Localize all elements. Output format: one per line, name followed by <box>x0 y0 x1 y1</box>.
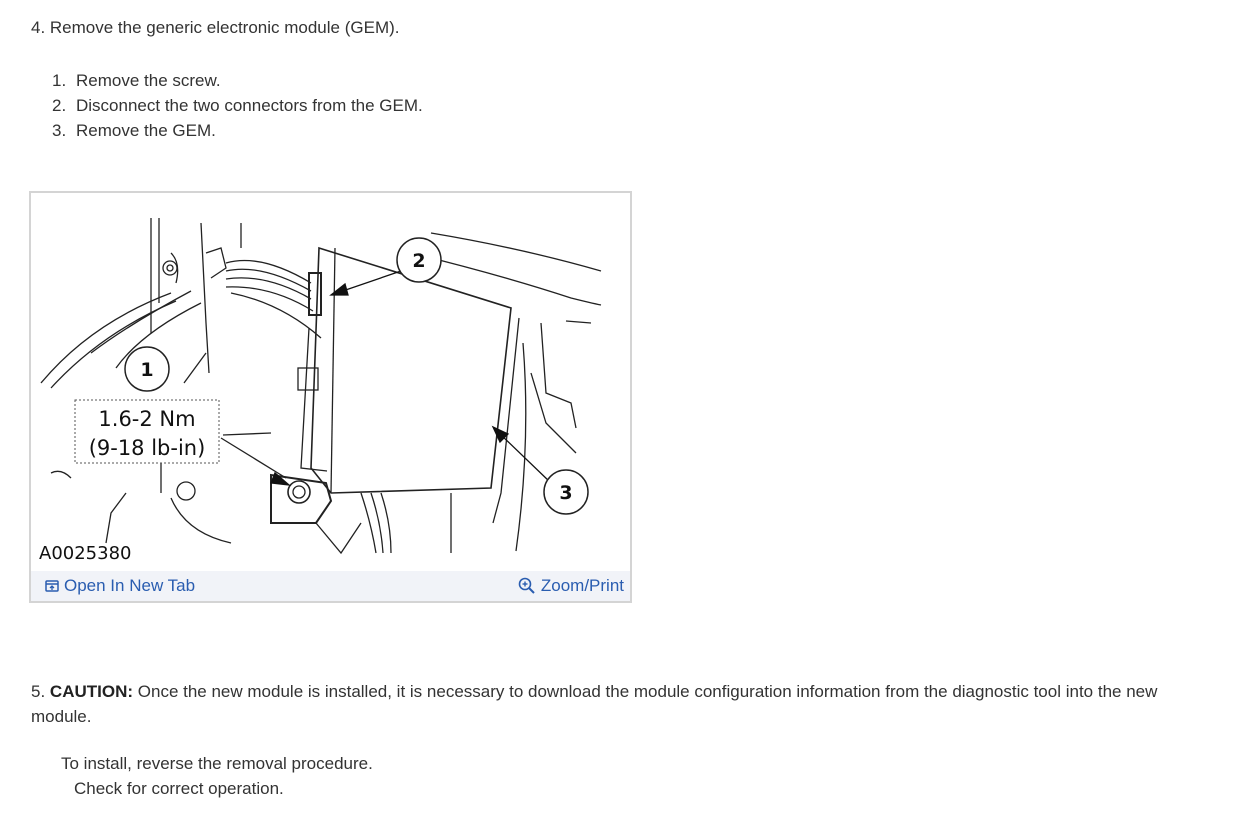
step-5-caution <box>31 679 1221 729</box>
caution-text: Once the new module is installed, it is necessary to download the module configuration information from the diagnostic tool into the new module. <box>31 682 1158 726</box>
step-4-title: 4. Remove the generic electronic module (GEM). <box>31 18 400 37</box>
gem-illustration <box>31 193 630 571</box>
figure-footer <box>31 571 630 601</box>
figure-box <box>29 191 632 603</box>
check-instruction: Check for correct operation. <box>74 779 284 798</box>
callout-2-label: 2 <box>412 250 426 272</box>
list-item: 2. Disconnect the two connectors from the GEM. <box>52 96 423 115</box>
zoom-icon <box>518 577 536 595</box>
callout-3-label: 3 <box>559 482 573 504</box>
list-item: 3. Remove the GEM. <box>52 121 216 140</box>
caution-label: CAUTION: <box>49 682 134 701</box>
zoom-print-link[interactable] <box>518 576 624 596</box>
open-new-tab-icon <box>45 579 59 593</box>
open-new-tab-link[interactable] <box>45 576 195 596</box>
substep-list <box>52 68 423 143</box>
open-new-tab-label: Open In New Tab <box>64 576 196 595</box>
list-item: 1. Remove the screw. <box>52 71 221 90</box>
figure-id: A0025380 <box>39 543 132 564</box>
torque-spec-nm: 1.6-2 Nm <box>98 407 196 431</box>
torque-spec-lbin: (9-18 lb-in) <box>88 436 206 460</box>
zoom-print-label: Zoom/Print <box>540 576 624 595</box>
callout-1-label: 1 <box>140 359 154 381</box>
step-5-number: 5. <box>31 682 46 701</box>
install-instruction: To install, reverse the removal procedure. <box>61 754 373 773</box>
